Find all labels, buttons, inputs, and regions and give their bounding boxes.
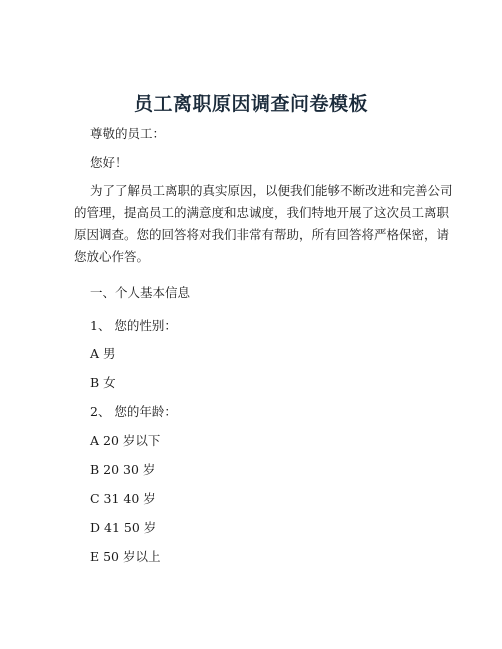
- option-age-a: A 20 岁以下: [90, 433, 161, 448]
- greeting: 尊敬的员工：: [90, 126, 166, 141]
- question-age: 2、 您的年龄：: [90, 404, 177, 419]
- question-gender: 1、 您的性别：: [90, 318, 177, 333]
- intro-line: 为了了解员工离职的真实原因，以便我们能够不断改进和完善公司: [90, 183, 453, 198]
- option-female: B 女: [90, 375, 116, 390]
- intro-line: 您放心作答。: [74, 249, 150, 264]
- option-age-e: E 50 岁以上: [90, 549, 161, 564]
- option-age-c: C 31 40 岁: [90, 491, 156, 506]
- option-age-b: B 20 30 岁: [90, 462, 156, 477]
- intro-line: 原因调查。您的回答将对我们非常有帮助，所有回答将严格保密，请: [74, 227, 450, 242]
- option-age-d: D 41 50 岁: [90, 520, 157, 535]
- intro-paragraph: [74, 180, 453, 268]
- document-title: 员工离职原因调查问卷模板: [133, 93, 368, 115]
- intro-line: 的管理，提高员工的满意度和忠诚度，我们特地开展了这次员工离职: [74, 205, 450, 220]
- section-heading-basic-info: 一、个人基本信息: [90, 285, 191, 300]
- option-male: A 男: [90, 346, 116, 361]
- hello-line: 您好！: [90, 155, 128, 170]
